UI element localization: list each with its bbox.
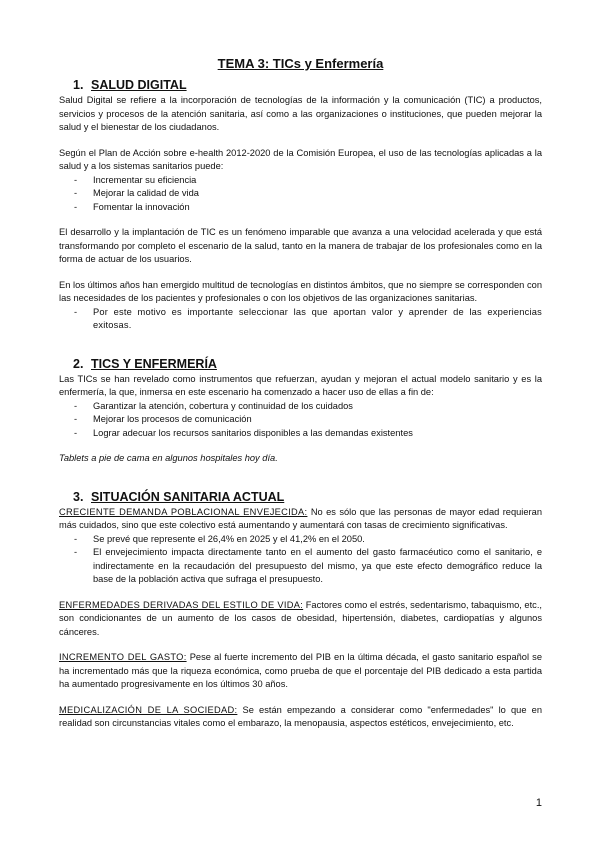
paragraph (59, 651, 542, 692)
list-item: - Mejorar la calidad de vida (59, 187, 542, 201)
paragraph: El desarrollo y la implantación de TIC es un fenómeno imparable que avanza a una velocidad acelerada y que está transformando por completo el escenario de la salud, tanto en la manera de trabajar de los profesionales como en la forma de actuar de los usuarios. (59, 227, 542, 264)
note: Tablets a pie de cama en algunos hospitales hoy día. (59, 453, 278, 463)
section-number: 3. (73, 489, 84, 504)
paragraph-text: No es sólo que las personas de mayor edad requieran más cuidados, sino que este colectivo está aumentando y aumentará con tasas de crecimiento significativas. (59, 506, 542, 530)
bullet-list (59, 306, 542, 333)
paragraph-text: Pese al fuerte incremento del PIB en la última década, el gasto sanitario español se ha incrementado más que la riqueza económica, como prueba de que el porcentaje del PIB dedicado a esta partida ha aumentado progresivamente en los últimos 30 años. (59, 652, 542, 689)
list-item: - Lograr adecuar los recursos sanitarios disponibles a las demandas existentes (59, 427, 542, 441)
bullet-list (59, 400, 542, 441)
paragraph (59, 599, 542, 640)
paragraph-lead: INCREMENTO DEL GASTO: (59, 652, 187, 662)
bullet-list (59, 533, 542, 587)
list-item: - Por este motivo es importante seleccionar las que aportan valor y aprender de las experiencias exitosas. (59, 306, 542, 333)
section-title: TICS Y ENFERMERÍA (91, 356, 217, 371)
paragraph: Salud Digital se refiere a la incorporación de tecnologías de la información y la comunicación (TIC) a productos, servicios y procesos de la atención sanitaria, así como a las organizaciones o instituciones, que pueden mejorar la salud y el bienestar de los ciudadanos. (59, 95, 542, 132)
section-title: SALUD DIGITAL (91, 78, 187, 92)
section-3-heading (73, 490, 542, 504)
paragraph: Según el Plan de Acción sobre e-health 2012-2020 de la Comisión Europea, el uso de las tecnologías aplicadas a la salud y a los sistemas sanitarios puede: (59, 147, 542, 171)
document-page (59, 56, 542, 743)
list-item: - El envejecimiento impacta directamente tanto en el aumento del gasto farmacéutico como el sanitario, e indirectamente en la recaudación del presupuesto del mismo, ya que este efecto demográfico reduce la base de la población activa que sufraga el presupuesto. (59, 546, 542, 587)
paragraph-lead: CRECIENTE DEMANDA POBLACIONAL ENVEJECIDA: (59, 506, 308, 517)
section-title: SITUACIÓN SANITARIA ACTUAL (91, 489, 285, 504)
list-item: - Fomentar la innovación (59, 201, 542, 215)
paragraph-lead: ENFERMEDADES DERIVADAS DEL ESTILO DE VIDA: (59, 599, 304, 610)
paragraph-lead: MEDICALIZACIÓN DE LA SOCIEDAD: (59, 704, 238, 715)
section-number: 1. (73, 78, 84, 92)
list-item: - Incrementar su eficiencia (59, 174, 542, 188)
paragraph-text: Factores como el estrés, sedentarismo, tabaquismo, etc., son condicionantes de un aumento de los casos de obesidad, hipertensión, diabetes, cardiopatías y algunos cánceres. (59, 599, 542, 637)
section-number: 2. (73, 356, 84, 371)
paragraph (59, 704, 542, 731)
list-item: - Se prevé que represente el 26,4% en 2025 y el 41,2% en el 2050. (59, 533, 542, 547)
bullet-list (59, 174, 542, 215)
paragraph-text: Se están empezando a considerar como "enfermedades" lo que en realidad son circunstancias vitales como el embarazo, la menopausia, aspectos estéticos, envejecimiento, etc. (59, 704, 542, 728)
paragraph: Las TICs se han revelado como instrumentos que refuerzan, ayudan y mejoran el actual modelo sanitario y es la enfermería, la que, inmersa en este escenario ha comenzado a hacer uso de ellas a fin de: (59, 373, 542, 397)
list-item: - Garantizar la atención, cobertura y continuidad de los cuidados (59, 400, 542, 414)
section-2-heading (73, 357, 542, 371)
list-item: - Mejorar los procesos de comunicación (59, 413, 542, 427)
section-1-heading (73, 78, 542, 92)
page-number: 1 (535, 797, 542, 809)
paragraph (59, 506, 542, 533)
paragraph: En los últimos años han emergido multitud de tecnologías en distintos ámbitos, que no siempre se corresponden con las necesidades de los pacientes y profesionales o con los objetivos de las organizaciones sanitarias. (59, 279, 542, 303)
document-title: TEMA 3: TICs y Enfermería (217, 56, 384, 71)
